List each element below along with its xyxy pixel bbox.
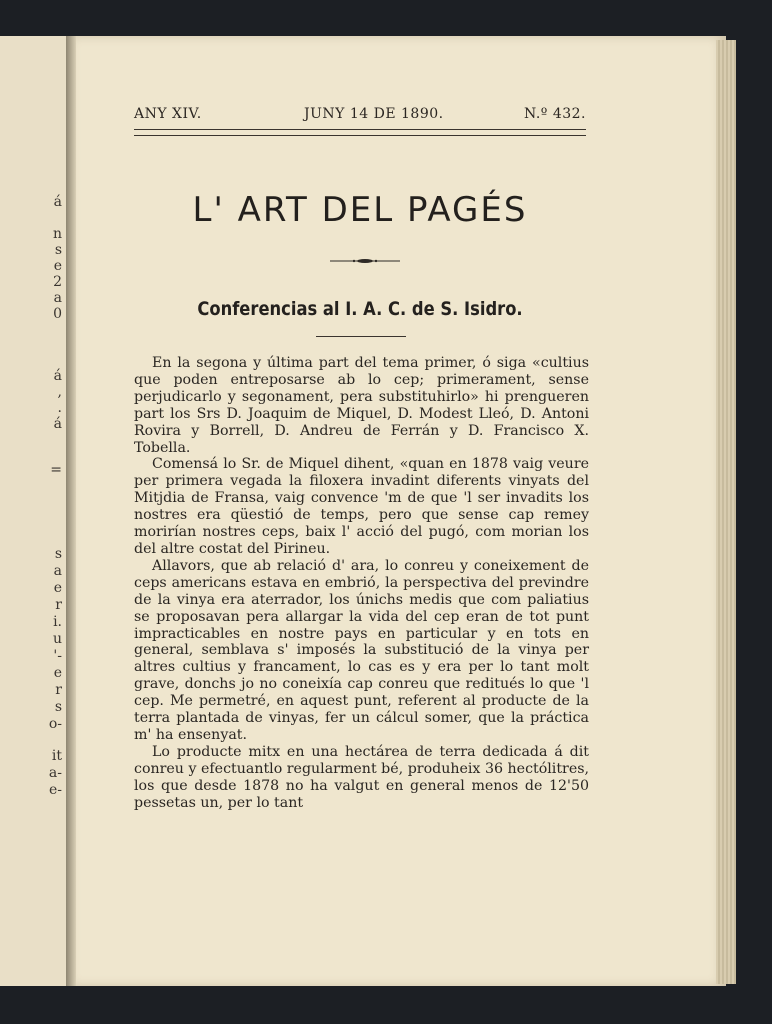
margin-fragment: a xyxy=(53,290,62,306)
margin-fragment: á xyxy=(53,416,62,432)
header-rule xyxy=(134,129,586,136)
page-header xyxy=(134,106,586,128)
paragraph: Comensá lo Sr. de Miquel dihent, «quan en 1878 vaig veure per primera vegada la filoxera invadint diferents vinyats del Mitjdia de Fransa, vaig convence 'm de que 'l ser invadits los nostres era qüestió de temps, pero que sense cap remey morirían nostres ceps, baix l' acció del pugó, com morian los del altre costat del Pirineu. xyxy=(134,456,589,557)
margin-fragment: e- xyxy=(48,782,62,798)
article-body xyxy=(134,355,589,811)
margin-fragment: s xyxy=(54,242,62,258)
margin-fragment: = xyxy=(50,462,62,478)
paragraph: Lo producte mitx en una hectárea de terra dedicada á dit conreu y efectuantlo regularment bé, produheix 36 hectólitres, los que desde 1878 no ha valgut en general menos de 12'50 pessetas un, per lo tant xyxy=(134,743,589,811)
book-gutter xyxy=(66,36,76,986)
margin-fragment: 2 xyxy=(53,274,62,290)
margin-fragment: a xyxy=(53,563,62,579)
margin-fragment: a- xyxy=(48,765,62,781)
margin-fragment: i. xyxy=(53,614,62,630)
margin-fragment: it xyxy=(51,748,62,764)
title-underline xyxy=(316,336,406,337)
margin-fragment: e xyxy=(53,665,62,681)
margin-fragment: s xyxy=(54,546,62,562)
margin-fragment: r xyxy=(55,682,62,698)
margin-fragment: á xyxy=(53,368,62,384)
margin-fragment: e xyxy=(53,258,62,274)
article-title: Conferencias al I. A. C. de S. Isidro. xyxy=(197,298,523,320)
page-edge xyxy=(716,40,736,984)
margin-fragment: 0 xyxy=(53,306,62,322)
margin-fragment: á xyxy=(53,194,62,210)
ornament-divider xyxy=(330,258,400,264)
margin-fragment: e xyxy=(53,580,62,596)
issue-number: N.º 432. xyxy=(523,106,586,122)
paragraph: Allavors, que ab relació d' ara, lo conreu y coneixement de ceps americans estava en embrió, la perspectiva del previndre de la vinya era aterrador, los únichs medis que com paliatius se proposavan pera allargar la vida del cep eran de tot punt impracticables en nostre pays en particular y en tots en general, semblava s' imposés la substitució de la vinya per altres cultius y francament, lo cas es y era per lo tant molt grave, donchs jo no coneixía cap conreu que reditués lo que 'l cep. Me permetré, en aquest punt, referent al producte de la terra plantada de vinyas, fer un cálcul somer, que la práctica m' ha ensenyat. xyxy=(134,557,589,743)
margin-fragment: o- xyxy=(48,716,62,732)
paragraph: En la segona y última part del tema primer, ó siga «cultius que poden entreposarse ab lo cep; primerament, sense perjudicarlo y segonament, pera substituhirlo» hi prengueren part los Srs D. Joaquim de Miquel, D. Modest Lleó, D. Antoni Rovira y Borrell, D. Andreu de Ferrán y D. Francisco X. Tobella. xyxy=(134,355,589,456)
journal-title: L' ART DEL PAGÉS xyxy=(192,190,528,230)
margin-fragment: r xyxy=(55,597,62,613)
margin-fragment: , xyxy=(57,384,62,400)
margin-fragment: '- xyxy=(53,648,62,664)
margin-fragment: u xyxy=(52,631,62,647)
volume-label: ANY XIV. xyxy=(134,106,202,122)
previous-page xyxy=(0,36,68,986)
margin-fragment: s xyxy=(54,699,62,715)
issue-date: JUNY 14 DE 1890. xyxy=(304,106,444,122)
margin-fragment: n xyxy=(52,226,62,242)
margin-fragment: . xyxy=(57,400,62,416)
